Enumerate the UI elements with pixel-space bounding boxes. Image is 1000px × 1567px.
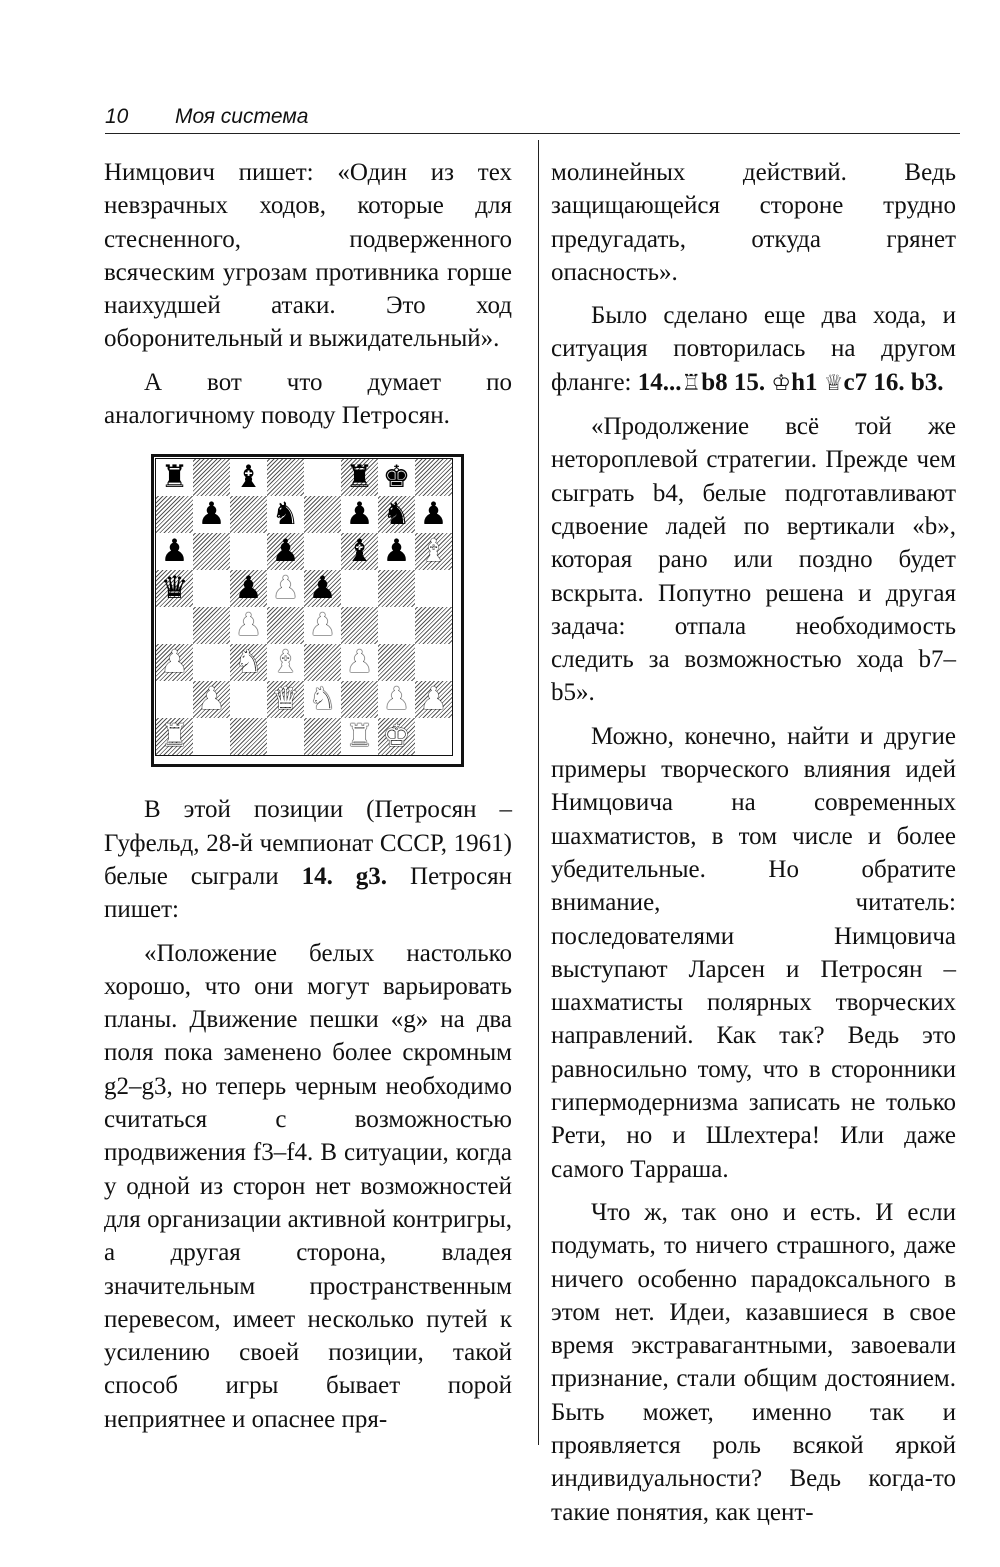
rook-icon: ♖ bbox=[681, 370, 702, 396]
move-notation: 14. g3. bbox=[301, 862, 388, 890]
white-knight-icon: ♞ bbox=[234, 644, 263, 681]
move-text: c7 16. b3. bbox=[843, 368, 944, 396]
board-square bbox=[304, 459, 341, 496]
white-pawn-icon: ♟ bbox=[160, 644, 189, 681]
board-square bbox=[415, 607, 452, 644]
board-square bbox=[156, 496, 193, 533]
board-square bbox=[193, 718, 230, 755]
board-square bbox=[341, 607, 378, 644]
black-pawn-icon: ♟ bbox=[271, 533, 300, 570]
paragraph bbox=[104, 793, 512, 926]
queen-icon: ♕ bbox=[823, 370, 844, 396]
chess-diagram bbox=[151, 454, 466, 769]
black-knight-icon: ♞ bbox=[382, 496, 411, 533]
board-square bbox=[267, 459, 304, 496]
board-square bbox=[193, 570, 230, 607]
move-text: b8 15. bbox=[701, 368, 772, 396]
board-square bbox=[156, 607, 193, 644]
board-square bbox=[267, 607, 304, 644]
white-knight-icon: ♞ bbox=[308, 681, 337, 718]
paragraph: Что ж, так оно и есть. И если подумать, то ничего страшного, даже ничего особенно парадоксального в этом нет. Идеи, казавшиеся в свое время экстравагантными, завоевали признание, стали общим достоянием. Быть может, именно так и проявляется роль всякой яркой индивидуальности? Ведь когда-то такие понятия, как цент- bbox=[551, 1198, 956, 1526]
paragraph-text: Было сделано еще два хода, и ситуация повторилась на другом фланге: bbox=[551, 302, 956, 396]
board-square bbox=[230, 718, 267, 755]
white-pawn-icon: ♟ bbox=[345, 644, 374, 681]
paragraph: «Положение белых настолько хорошо, что они могут варьировать планы. Движение пешки «g» на два поля пока заменено более скромным g2–g3, но теперь черным необходимо считаться с возможностью продвижения f3–f4. В ситуации, когда у одной из сторон нет возможностей для организации активной контригры, а другая сторона, владея значительным пространственным перевесом, имеет несколько путей к усилению своей позиции, такой способ игры бывает порой неприятнее и опаснее пря- bbox=[104, 939, 512, 1433]
black-pawn-icon: ♟ bbox=[308, 570, 337, 607]
black-bishop-icon: ♝ bbox=[234, 459, 263, 496]
board-square bbox=[304, 644, 341, 681]
paragraph bbox=[551, 299, 956, 400]
board-square bbox=[415, 644, 452, 681]
board-square bbox=[341, 681, 378, 718]
white-queen-icon: ♛ bbox=[271, 681, 300, 718]
black-pawn-icon: ♟ bbox=[197, 496, 226, 533]
board-square bbox=[267, 718, 304, 755]
white-pawn-icon: ♟ bbox=[308, 607, 337, 644]
white-bishop-icon: ♝ bbox=[271, 644, 300, 681]
board-square bbox=[415, 459, 452, 496]
board-square bbox=[341, 570, 378, 607]
white-pawn-icon: ♟ bbox=[197, 681, 226, 718]
white-pawn-icon: ♟ bbox=[419, 681, 448, 718]
board-square bbox=[415, 718, 452, 755]
paragraph: молинейных действий. Ведь защищающейся стороне трудно предугадать, откуда грянет опасность». bbox=[551, 159, 956, 286]
board-square bbox=[378, 644, 415, 681]
black-pawn-icon: ♟ bbox=[345, 496, 374, 533]
board-square bbox=[230, 496, 267, 533]
running-header bbox=[105, 103, 960, 134]
white-king-icon: ♚ bbox=[382, 718, 411, 755]
column-divider bbox=[538, 140, 539, 1445]
move-text: h1 bbox=[791, 368, 824, 396]
move-notation bbox=[638, 369, 944, 396]
board-square bbox=[193, 644, 230, 681]
black-king-icon: ♚ bbox=[382, 459, 411, 496]
black-bishop-icon: ♝ bbox=[345, 533, 374, 570]
king-icon: ♔ bbox=[771, 370, 792, 396]
black-pawn-icon: ♟ bbox=[382, 533, 411, 570]
board-square bbox=[230, 533, 267, 570]
board-square bbox=[415, 570, 452, 607]
white-bishop-icon: ♝ bbox=[419, 533, 448, 570]
board-square bbox=[193, 533, 230, 570]
board-square bbox=[304, 496, 341, 533]
black-rook-icon: ♜ bbox=[345, 459, 374, 496]
chess-board bbox=[155, 458, 453, 756]
board-square bbox=[193, 459, 230, 496]
paragraph-text: Петросян пишет: bbox=[104, 862, 512, 924]
paragraph: «Продолжение всё той же нетороплевой стратегии. Прежде чем сыграть b4, белые подготавливают сдвоение ладей по вертикали «b», которая рано или поздно будет вскрыта. Попутно решена и другая задача: отпала необходимость следить за возможностью хода b7–b5». bbox=[551, 413, 956, 707]
black-rook-icon: ♜ bbox=[160, 459, 189, 496]
board-square bbox=[230, 681, 267, 718]
board-square bbox=[378, 570, 415, 607]
white-rook-icon: ♜ bbox=[345, 718, 374, 755]
right-column bbox=[551, 156, 956, 1539]
move-text: 14... bbox=[637, 368, 682, 396]
black-knight-icon: ♞ bbox=[271, 496, 300, 533]
paragraph: Нимцович пишет: «Один из тех невзрачных ходов, которые для стесненного, подверженного всяческим угрозам противника горше наихудшей атаки. Это ход оборонительный и выжидательный». bbox=[104, 159, 512, 353]
paragraph: А вот что думает по аналогичному поводу Петросян. bbox=[104, 368, 512, 430]
board-square bbox=[378, 607, 415, 644]
board-square bbox=[304, 718, 341, 755]
black-pawn-icon: ♟ bbox=[419, 496, 448, 533]
left-column bbox=[104, 156, 512, 1446]
board-square bbox=[156, 681, 193, 718]
running-title: Моя система bbox=[175, 105, 309, 128]
black-pawn-icon: ♟ bbox=[234, 570, 263, 607]
paragraph-text: В этой позиции (Петросян – Гуфельд, 28-й чемпионат СССР, 1961) белые сыграли bbox=[104, 796, 512, 890]
paragraph: Можно, конечно, найти и другие примеры творческого влияния идей Нимцовича на современных шахматистов, в том числе и более убедительные. Но обратите внимание, читатель: последователями Нимцовича выступают Ларсен и Петросян – шахматисты полярных творческих направлений. Как так? Ведь это равносильно тому, что в сторонники гипермодернизма записать не только Рети, но и Шлехтера! Или даже самого Тарраша. bbox=[551, 722, 956, 1183]
white-rook-icon: ♜ bbox=[160, 718, 189, 755]
white-pawn-icon: ♟ bbox=[271, 570, 300, 607]
black-pawn-icon: ♟ bbox=[160, 533, 189, 570]
page-number: 10 bbox=[105, 105, 129, 128]
white-pawn-icon: ♟ bbox=[234, 607, 263, 644]
board-square bbox=[304, 533, 341, 570]
white-pawn-icon: ♟ bbox=[382, 681, 411, 718]
board-square bbox=[193, 607, 230, 644]
black-queen-icon: ♛ bbox=[160, 570, 189, 607]
